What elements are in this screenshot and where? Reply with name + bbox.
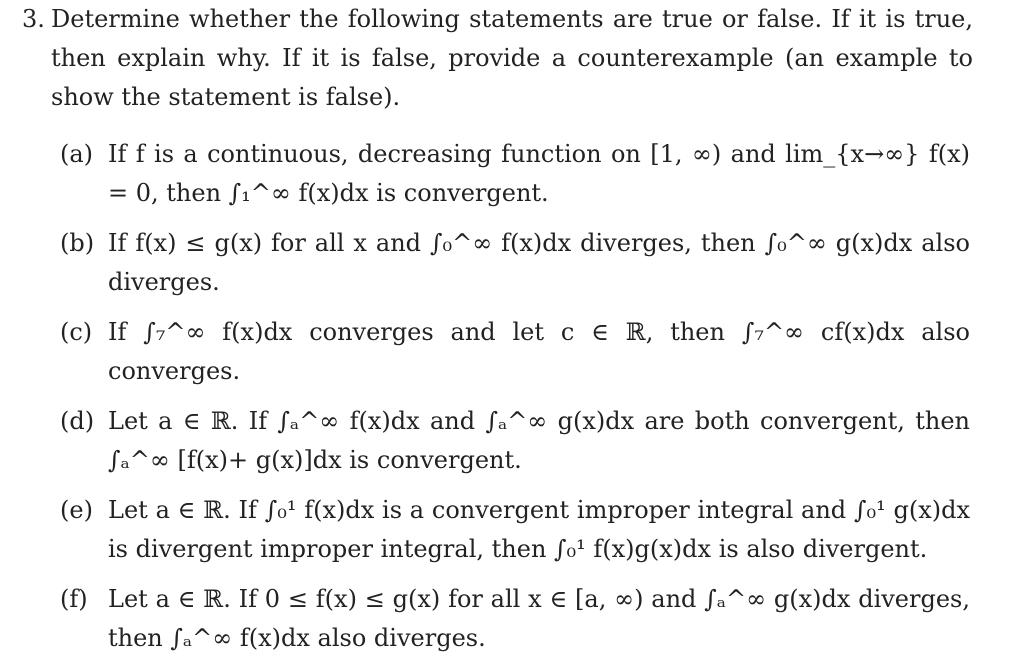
statement-label: (d) [60,407,95,435]
statement-label: (b) [60,229,95,257]
statement-text: If f(x) ≤ g(x) for all x and ∫₀^∞ f(x)dx diverges, then ∫₀^∞ g(x)dx also diverges. [108,229,970,296]
statement-a [60,135,980,213]
statement-label: (c) [60,318,93,346]
statement-text: If f is a continuous, decreasing function on [1, ∞) and lim_{x→∞} f(x) = 0, then ∫₁^∞ f(x)dx is convergent. [108,140,970,207]
statement-text: Let a ∈ ℝ. If ∫₀¹ f(x)dx is a convergent improper integral and ∫₀¹ g(x)dx is divergent improper integral, then ∫₀¹ f(x)g(x)dx is also divergent. [108,496,970,563]
statement-d [60,402,980,480]
problem-number: 3. [22,5,45,33]
statement-label: (a) [60,140,94,168]
statement-text: Let a ∈ ℝ. If 0 ≤ f(x) ≤ g(x) for all x ∈ [a, ∞) and ∫ₐ^∞ g(x)dx diverges, then ∫ₐ^∞ f(x)dx also diverges. [108,585,970,652]
statement-c [60,313,980,391]
problem-instruction: Determine whether the following statements are true or false. If it is true, then explain why. If it is false, provide a counterexample (an example to show the statement is false). [51,5,973,111]
statement-label: (f) [60,585,88,613]
statement-list [60,135,980,669]
statement-label: (e) [60,496,93,524]
problem-header [22,0,982,117]
statement-f [60,580,980,658]
problem-3 [22,0,982,117]
statement-b [60,224,980,302]
statement-text: If ∫₇^∞ f(x)dx converges and let c ∈ ℝ, then ∫₇^∞ cf(x)dx also converges. [108,318,970,385]
statement-e [60,491,980,569]
statement-text: Let a ∈ ℝ. If ∫ₐ^∞ f(x)dx and ∫ₐ^∞ g(x)dx are both convergent, then ∫ₐ^∞ [f(x)+ g(x)]dx is convergent. [108,407,970,474]
